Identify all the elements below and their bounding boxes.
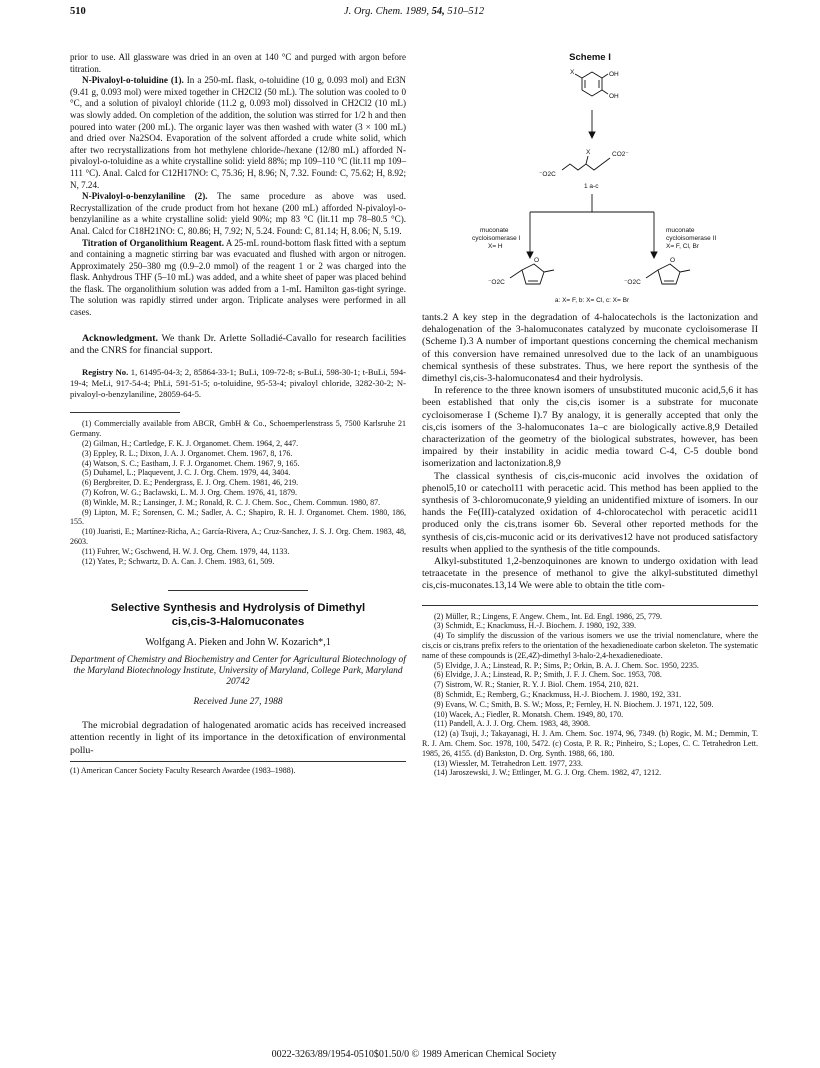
compound-key: a: X= F, b: X= Cl, c: X= Br <box>554 297 630 304</box>
right-references <box>422 612 758 779</box>
enzyme-left-line-1: muconate <box>480 227 509 234</box>
right-column <box>422 52 758 778</box>
enzyme-left-line-2: cycloisomerase I <box>472 235 521 242</box>
body-paragraph-3: The classical synthesis of cis,cis-muconic acid involves the oxidation of phenol5,10 or catechol11 with peracetic acid. This method has been applied to the synthesis of 3-chloromuconate,9 yielding an unidentified mixture of isomers. In our hands the Fe(III)-catalyzed oxidation of 4-chlorocatechol with peracetic acid11 produced only the cis,trans isomer 6b. Several other reported methods for the synthesis of cis,cis-muconic acid or its derivatives12 have not produced satisfactory results when applied to the synthesis of the title compounds. <box>422 470 758 555</box>
acknowledgment-heading: Acknowledgment. <box>82 332 158 344</box>
journal-name: J. Org. Chem. <box>343 6 403 17</box>
left-references <box>70 419 406 566</box>
reference-item: (3) Eppley, R. L.; Dixon, J. A. J. Organomet. Chem. 1967, 8, 176. <box>82 448 293 458</box>
hydroxyl-label-2: OH <box>609 93 619 100</box>
reference-item: (11) Pandell, A. J. J. Org. Chem. 1983, 48, 3908. <box>434 719 590 729</box>
body-paragraph-1: tants.2 A key step in the degradation of 4-halocatechols is the lactonization and dehalogenation of the 3-halomuconates catalyzed by muconate cycloisomerase II (Scheme I).3 A number of important questions concerning the chemical mechanism of this conversion have remained unresolved due to the lack of an unambiguous chemical synthesis of these substrates. Thus, we here report the synthesis of the dimethyl cis,cis-3-halomuconates4 and their hydrolysis. <box>422 312 758 385</box>
reference-item: (8) Winkle, M. R.; Lansinger, J. M.; Ronald, R. C. J. Chem. Soc., Chem. Commun. 1980, 87. <box>82 497 381 507</box>
page-number: 510 <box>70 6 86 17</box>
lactone-structure-right <box>646 264 690 284</box>
reference-item: (13) Wiessler, M. Tetrahedron Lett. 1977, 233. <box>434 758 583 768</box>
experimental-paragraph: prior to use. All glassware was dried in an oven at 140 °C and purged with argon before titration. <box>70 52 406 74</box>
reference-item: (9) Evans, W. C.; Smith, B. S. W.; Moss, P.; Fernley, H. N. Biochem. J. 1971, 122, 509. <box>434 699 714 709</box>
article-authors: Wolfgang A. Pieken and John W. Kozarich*,1 <box>145 637 331 649</box>
enzyme-arrows <box>527 194 657 258</box>
reaction-arrow-1 <box>589 110 595 138</box>
right-references-divider <box>422 605 758 606</box>
reference-item: (6) Bergbreiter, D. E.; Pendergrass, E. J. Org. Chem. 1981, 46, 219. <box>82 478 299 488</box>
acknowledgment-text: We thank Dr. Arlette Solladié-Cavallo for research facilities and the CNRS for financial support. <box>70 332 406 357</box>
reference-item: (1) Commercially available from ABCR, GmbH & Co., Schoemperlenstrass 5, 7500 Karlsruhe 21 Germany. <box>70 419 406 439</box>
procedure-3-heading: Titration of Organolithium Reagent. <box>82 237 224 248</box>
procedure-3 <box>70 238 406 319</box>
reference-item: (12) Yates, P.; Schwartz, D. A. Can. J. Chem. 1983, 61, 509. <box>82 556 275 566</box>
reference-item: (10) Wacek, A.; Fiedler, R. Monatsh. Chem. 1949, 80, 170. <box>434 709 624 719</box>
procedure-2-heading: N-Pivaloyl-o-benzylaniline (2). <box>82 191 208 202</box>
scheme-title: Scheme I <box>569 52 611 63</box>
procedure-1-heading: N-Pivaloyl-o-toluidine (1). <box>82 75 184 86</box>
body-paragraph-2: In reference to the three known isomers of unsubstituted muconic acid,5,6 it has been established that only the cis,cis isomer is a substrate for muconate cycloisomerase I (Scheme I).7 By analogy, it is generally accepted that only the cis,cis isomers of the 3-halomuconates 1a–c are biologically active.8,9 Detailed characterization of the geometry of the biological substrates, however, has been impaired by their instability in acidic media toward C-4, C-5 double bond isomerization and lactonization.8,9 <box>422 385 758 470</box>
journal-year: 1989, <box>405 6 429 17</box>
article-divider <box>168 590 308 591</box>
procedure-1 <box>70 75 406 191</box>
compound-label: 1 a-c <box>584 183 599 190</box>
references-divider <box>70 412 180 413</box>
procedure-3-text: A 25-mL round-bottom flask fitted with a septum and containing a magnetic stirring bar was evacuated and flushed with argon or nitrogen. Approximately 250–380 mg (0.9–2.0 mmol) of the reagent 1 or 2 was charged into the flask. Anhydrous THF (5–10 mL) was added, and a white sheet of paper was placed behind the flask. The organolithium solution was added from a 1-mL Hamilton gas-tight syringe. The solution was rapidly stirred under argon. Triplicate analyses were performed in all cases. <box>70 237 406 318</box>
article-title <box>70 601 406 629</box>
article-title-line-1: Selective Synthesis and Hydrolysis of Dimethyl <box>110 602 366 615</box>
enzyme-right-line-3: X= F, Cl, Br <box>666 243 700 250</box>
enzyme-left-line-3: X= H <box>488 243 503 250</box>
carboxylate-label-bl: ⁻O2C <box>488 279 505 286</box>
procedure-2-text: The same procedure as above was used. Recrystallization of the crude product from hot hexane (200 mL) afforded N-pivaloyl-o-benzylaniline as a white crystalline solid: yield 90%; mp 83 °C (lit.11 mp 78–80.5 °C). Anal. Calcd for C18H21NO: C, 80.86; H, 7.92; N, 5.24. Found: C, 81.14; H, 8.06; N, 5.19. <box>70 191 406 236</box>
scheme-diagram <box>422 52 758 312</box>
reference-item: (9) Lipton, M. F.; Sorensen, C. M.; Sadler, A. C.; Shapiro, R. H. J. Organomet. Chem. 1980, 186, 155. <box>70 507 406 527</box>
procedure-2 <box>70 191 406 237</box>
reference-item: (2) Gilman, H.; Cartledge, F. K. J. Organomet. Chem. 1964, 2, 447. <box>82 439 299 449</box>
reference-item: (6) Elvidge, J. A.; Linstead, R. P.; Smith, J. F. J. Chem. Soc. 1953, 708. <box>434 670 662 680</box>
substituent-x: X <box>570 69 575 76</box>
reference-item: (4) Watson, S. C.; Eastham, J. F. J. Organomet. Chem. 1967, 9, 165. <box>82 458 300 468</box>
enzyme-right-line-2: cycloisomerase II <box>666 235 717 242</box>
journal-pages: 510–512 <box>447 6 485 17</box>
catechol-structure <box>575 72 608 96</box>
procedure-1-text: In a 250-mL flask, o-toluidine (10 g, 0.093 mol) and Et3N (9.41 g, 0.093 mol) were mixed together in CH2Cl2 (50 mL). The solution was cooled to 0 °C, and a solution of pivaloyl chloride (11.2 g, 0.093 mol) dissolved in CH2Cl2 (10 mL) was slowly added. On completion of the addition, the solution was stirred for 1/2 h and then poured into water (200 mL). The organic layer was then washed with water (3 × 100 mL) and dried over Na2SO4. Evaporation of the solvent afforded a crude white solid, which after two recrystallizations from hot methylene chloride-/hexane (12/80 mL) afforded N-pivaloyl-o-toluidine as a white crystalline solid: yield 88%; mp 109–110 °C (lit.11 mp 109–111 °C). Anal. Calcd for C12H17NO: C, 75.36; H, 8.96; N, 7.32. Found: C, 75.62; H, 8.92; N, 7.24. <box>70 75 406 190</box>
registry-heading: Registry No. <box>82 367 129 378</box>
reference-item: (10) Juaristi, E.; Martínez-Richa, A.; García-Rivera, A.; Cruz-Sanchez, J. S. J. Org. Chem. 1983, 48, 2603. <box>70 527 406 547</box>
article-affiliation: Department of Chemistry and Biochemistry and Center for Agricultural Biotechnology of the Maryland Biotechnology Institute, University of Maryland, College Park, Maryland 20742 <box>70 655 406 688</box>
reference-item: (5) Duhamel, L.; Plaquevent, J. C. J. Org. Chem. 1979, 44, 3404. <box>82 468 291 478</box>
article-intro: The microbial degradation of halogenated aromatic acids has received increased attention recently in light of its importance in the detoxification of environmental pollu- <box>70 720 406 756</box>
journal-citation <box>70 6 758 17</box>
reference-item: (2) Müller, R.; Lingens, F. Angew. Chem., Int. Ed. Engl. 1986, 25, 779. <box>434 611 663 621</box>
registry-numbers <box>70 367 406 400</box>
carboxylate-label: CO2⁻ <box>612 151 629 158</box>
registry-text: 1, 61495-04-3; 2, 85864-33-1; BuLi, 109-72-8; s-BuLi, 598-30-1; t-BuLi, 594-19-4; MeLi, 917-54-4; PhLi, 591-51-5; o-toluidine, 95-53-4; pivaloyl chloride, 3282-30-2; N-pivaloyl-o-benzylaniline, 28059-64-5. <box>70 367 406 400</box>
reference-item: (14) Jaroszewski, J. W.; Ettlinger, M. G. J. Org. Chem. 1982, 47, 1212. <box>434 768 662 778</box>
body-paragraph-4: Alkyl-substituted 1,2-benzoquinones are known to undergo oxidation with lead tetraacetate in the presence of methanol to give the alkyl-substituted dimethyl cis,cis-muconates.13,14 We were able to obtain the title com- <box>422 556 758 592</box>
left-column <box>70 52 406 776</box>
reference-item: (7) Sistrom, W. R.; Stanier, R. Y. J. Biol. Chem. 1954, 210, 821. <box>434 680 639 690</box>
muconate-structure <box>562 156 610 170</box>
reference-item: (3) Schmidt, E.; Knackmuss, H.-J. Biochem. J. 1980, 192, 339. <box>434 621 636 631</box>
lactone-oxygen-right: O <box>670 257 676 264</box>
reference-item: (5) Elvidge, J. A.; Linstead, R. P.; Sims, P.; Orkin, B. A. J. Chem. Soc. 1950, 2235. <box>434 660 699 670</box>
carboxylate-label-br: ⁻O2C <box>624 279 641 286</box>
reference-item: (8) Schmidt, E.; Remberg, G.; Knackmuss, H.-J. Biochem. J. 1980, 192, 331. <box>434 690 682 700</box>
hydroxyl-label-1: OH <box>609 71 619 78</box>
acknowledgment <box>70 333 406 358</box>
lactone-structure-left <box>510 264 554 284</box>
reference-item: (12) (a) Tsuji, J.; Takayanagi, H. J. Am. Chem. Soc. 1974, 96, 7349. (b) Rogic, M. M.; Demmin, T. R. J. Am. Chem. Soc. 1978, 100, 5472. (c) Costa, P. R. R.; Pinheiro, S.; Lopes, C. C. Tetrahedron Lett. 1985, 26, 4155. (d) Bankston, D. Org. Synth. 1988, 66, 180. <box>422 729 758 758</box>
carboxylate-label-left: ⁻O2C <box>539 171 556 178</box>
substituent-x-2: X <box>586 149 591 156</box>
page-footer: 0022-3263/89/1954-0510$01.50/0 © 1989 American Chemical Society <box>271 1049 557 1060</box>
article-title-line-2: cis,cis-3-Halomuconates <box>171 616 305 629</box>
enzyme-right-line-1: muconate <box>666 227 695 234</box>
reference-item: (7) Kofron, W. G.; Baclawski, L. M. J. Org. Chem. 1976, 41, 1879. <box>82 488 297 498</box>
author-footnote: (1) American Cancer Society Faculty Research Awardee (1983–1988). <box>70 761 406 777</box>
received-date: Received June 27, 1988 <box>193 696 283 707</box>
running-header <box>70 6 758 20</box>
reference-item: (11) Fuhrer, W.; Gschwend, H. W. J. Org. Chem. 1979, 44, 1133. <box>82 546 290 556</box>
journal-volume: 54, <box>431 6 445 17</box>
scheme-figure <box>422 52 758 312</box>
article-body <box>422 312 758 593</box>
lactone-oxygen-left: O <box>534 257 540 264</box>
reference-item: (4) To simplify the discussion of the various isomers we use the trivial nomenclature, where the cis,cis or cis,trans prefix refers to the orientation of the hexadienedioate carbon skeleton. The systematic name of these compounds is (2E,4Z)-dimethyl 3-halo-2,4-hexadienedioate. <box>422 631 758 660</box>
